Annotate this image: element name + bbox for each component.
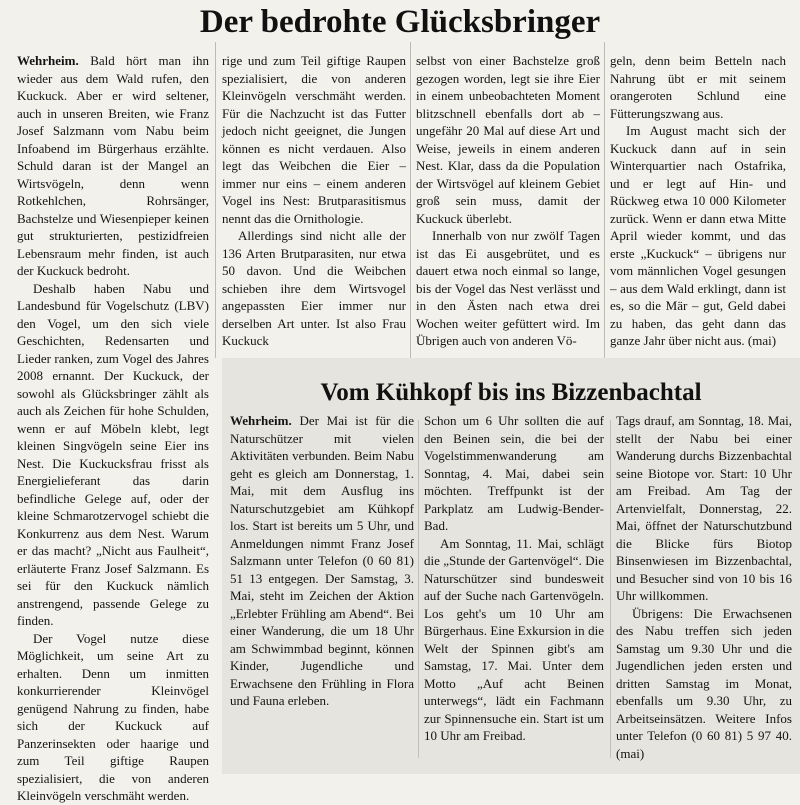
article-column-3 [416,52,600,352]
paragraph: Der Vogel nutze diese Möglichkeit, um seine Art zu erhalten. Denn um inmitten konkurrierender Kleinvögel genügend Nahrung zu finden, habe sich der Kuckuck auf Panzerinsekten oder haarige und zum Teil giftige Raupen spezialisiert, die von anderen Kleinvögeln verschmäht werden. [17,630,209,803]
column-divider [604,42,605,358]
column-divider [410,42,411,358]
paragraph: Übrigens: Die Erwachsenen des Nabu treffen sich jeden Samstag um 9.30 Uhr und die Jugendlichen jeden ersten und dritten Samstag im Monat, ebenfalls um 9.30 Uhr, zu Arbeitseinsätzen. Weitere Infos unter Telefon (0 60 81) 5 97 40. (mai) [616,605,792,761]
paragraph: Allerdings sind nicht alle der 136 Arten Brutparasiten, nur etwa 50 davon. Und die Weibchen schieben ihre dem Wirtsvogel angepassten Eier immer nur derselben Art unter. Ist also Frau Kuckuck [222,228,406,348]
column-divider [418,420,419,758]
paragraph: selbst von einer Bachstelze groß gezogen worden, legt sie ihre Eier in einem unbeobachteten Moment blitzschnell ebenfalls dort ab – ungefähr 20 Mal auf diese Art und Weise, jeweils in einem anderen Nest. Klar, dass da die Population der Wirtsvögel auf kleinem Gebiet groß sein muss, damit der Kuckuck überlebt. [416,53,600,226]
article-column-1 [17,52,209,803]
dateline: Wehrheim. [17,53,79,68]
second-article-headline: Vom Kühkopf bis ins Bizzenbachtal [320,379,702,406]
paragraph: Tags drauf, am Sonntag, 18. Mai, stellt der Nabu bei einer Wanderung durchs Bizzenbachtal seine Biotope vor. Start: 10 Uhr am Freibad. Am Tag der Artenvielfalt, Donnerstag, 22. Mai, öffnet der Naturschutzbund die Blicke fürs Biotop Binsenwiesen im Bizzenbachtal, und Besucher sind von 10 bis 16 Uhr willkommen. [616,413,792,603]
paragraph: Deshalb haben Nabu und Landesbund für Vogelschutz (LBV) den Vogel, um den sich viele Geschichten, Redensarten und Lieder ranken, zum Vogel des Jahres 2008 ernannt. Der Kuckuck, der sowohl als Glücksbringer zählt als auch als Zeichen für hohe Schulden, wenn er auf Möbeln klebt, legt kleinen Singvögeln seine Eier ins Nest. Die Kuckucksfrau frisst als Energielieferant das darin befindliche Gelege auf, oder der kleine Schmarotzervogel schiebt die Konkurrenz aus dem Nest. Warum er das macht? „Nicht aus Faulheit“, erläuterte Franz Josef Salzmann. Es sei für den Kuckuck nämlich anstrengend, passende Gelege zu finden. [17,280,209,628]
article-column-4 [610,52,786,352]
paragraph: rige und zum Teil giftige Raupen spezialisiert, die von anderen Kleinvögeln verschmäht werden. Für die Nachzucht ist das Futter jedoch nicht geeignet, die Jungen können es nicht verdauen. Also legt das Weibchen die Eier – immer nur eins – einem anderen Vogel ins Nest: Brutparasitismus nennt das die Ornithologie. [222,53,406,226]
paragraph: Innerhalb von nur zwölf Tagen ist das Ei ausgebrütet, und es dauert etwa noch einmal so lange, bis der Vogel das Nest verlässt und in den Ästen nach etwa drei Wochen weiter gefüttert wird. Im Übrigen auch von anderen Vö- [416,228,600,348]
paragraph: Schon um 6 Uhr sollten die auf den Beinen sein, die bei der Vogelstimmenwanderung am Sonntag, 4. Mai, dabei sein möchten. Treffpunkt ist der Parkplatz am Ludwig-Bender-Bad. [424,413,604,533]
paragraph: Wehrheim. Der Mai ist für die Naturschützer mit vielen Aktivitäten verbunden. Beim Nabu geht es gleich am Donnerstag, 1. Mai, mit dem Ausflug ins Naturschutzgebiet am Kühkopf los. Start ist bereits um 5 Uhr, und Anmeldungen nimmt Franz Josef Salzmann unter Telefon (0 60 81) 51 13 entgegen. Der Samstag, 3. Mai, steht im Zeichen der Aktion „Erlebter Frühling am Abend“. Bei einer Wanderung, die um 18 Uhr am Schwimmbad beginnt, können Kinder, Jugendliche und Erwachsene den Frühling in Flora und Fauna erleben. [230,413,414,708]
second-article-column-1 [230,412,414,764]
article-headline: Der bedrohte Glücksbringer [199,4,601,40]
paragraph: geln, denn beim Betteln nach Nahrung übt er mit seinem orangeroten Schlund eine Fütterungszwang aus. [610,53,786,121]
dateline: Wehrheim. [230,413,292,428]
paragraph: Am Sonntag, 11. Mai, schlägt die „Stunde der Gartenvögel“. Die Naturschützer sind bundesweit auf der Suche nach Gartenvögeln. Los geht's um 10 Uhr am Bürgerhaus. Eine Exkursion in die Welt der Spinnen gibt's am Samstag, 17. Mai. Unter dem Motto „Auf acht Beinen unterwegs“, lädt ein Fachmann zur Spinnensuche ein. Start ist um 10 Uhr am Freibad. [424,535,604,743]
paragraph: Im August macht sich der Kuckuck dann auf in sein Winterquartier nach Ostafrika, und er legt auf Hin- und Rückweg etwa 10 000 Kilometer zurück. Wenn er dann etwa Mitte April wieder kommt, und das erste „Kuckuck“ – übrigens nur vom männlichen Vogel gesungen – aus dem Wald erklingt, dann ist es, so die Mär – gut, Geld dabei zu haben, das geht dann das ganze Jahr über nicht aus. (mai) [610,123,786,348]
second-article-column-3 [616,412,792,764]
article-column-2 [222,52,406,352]
paragraph: Wehrheim. Bald hört man ihn wieder aus dem Wald rufen, den Kuckuck. Aber er wird seltener, auch in unseren Breiten, wie Franz Josef Salzmann vom Nabu beim Infoabend im Bürgerhaus erzählte. Schuld daran ist der Mangel an Wirtsvögeln, denn wenn Rotkehlchen, Rohrsänger, Bachstelze und Wiesenpieper keinen gut strukturierten, pestizidfreien Lebensraum mehr finden, ist auch der Kuckuck bedroht. [17,53,209,278]
column-divider [610,420,611,758]
column-divider [215,42,216,358]
second-article-column-2 [424,412,604,764]
